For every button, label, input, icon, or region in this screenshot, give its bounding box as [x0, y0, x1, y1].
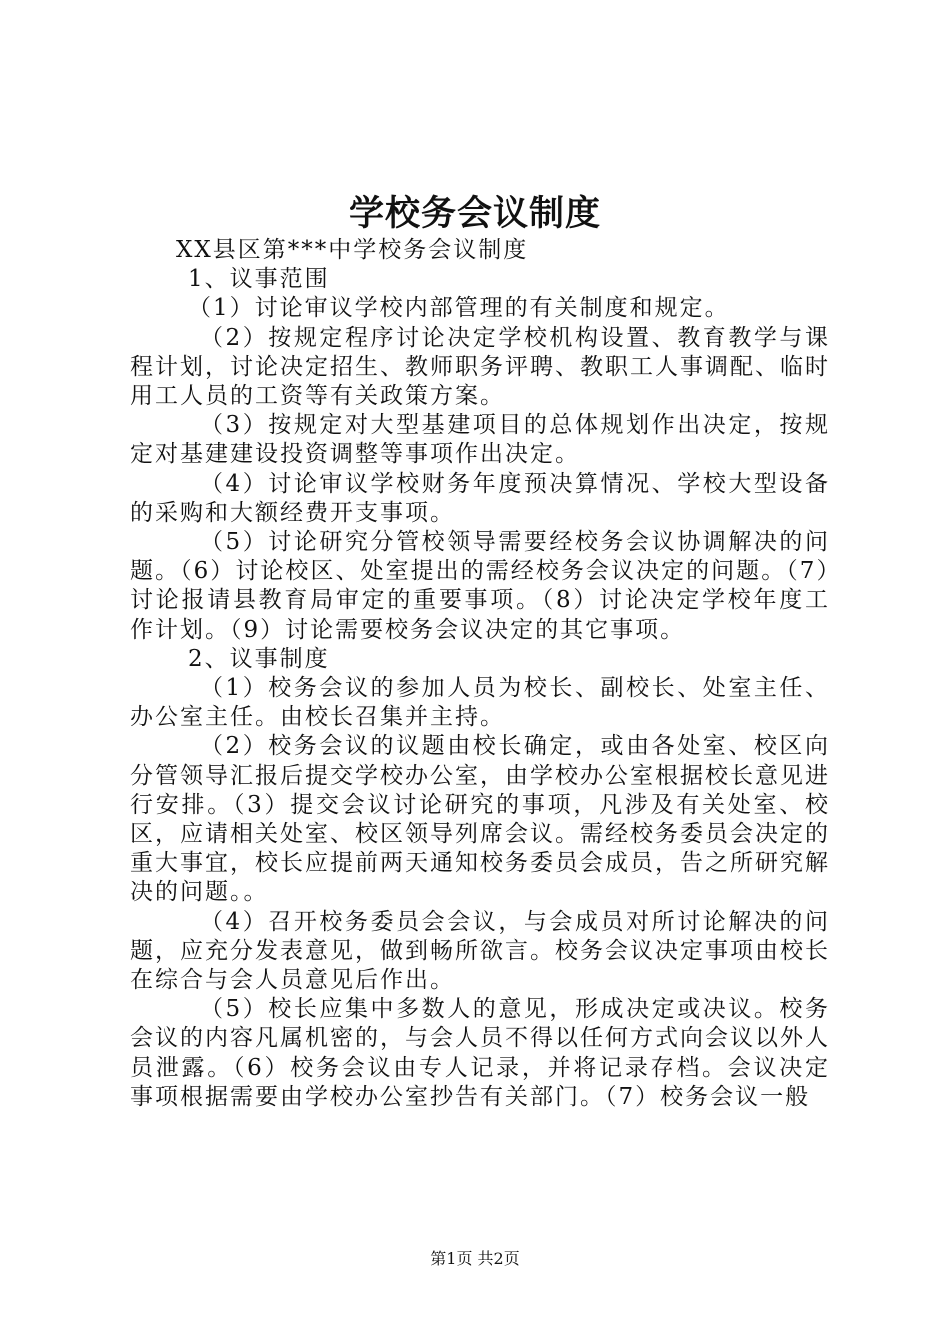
paragraph: （2）按规定程序讨论决定学校机构设置、教育教学与课程计划，讨论决定招生、教师职务评聘、教职工人事调配、临时用工人员的工资等有关政策方案。: [130, 324, 830, 410]
document-body: [130, 236, 830, 1112]
section-heading-2: 2、议事制度: [188, 645, 330, 672]
paragraph: （1）校务会议的参加人员为校长、副校长、处室主任、办公室主任。由校长召集并主持。: [130, 675, 830, 731]
paragraph: （5）校长应集中多数人的意见，形成决定或决议。校务会议的内容凡属机密的，与会人员不得以任何方式向会议以外人员泄露。（6）校务会议由专人记录，并将记录存档。会议决定事项根据需要由学校办公室抄告有关部门。（7）校务会议一般: [130, 996, 830, 1110]
document-subtitle: XX县区第***中学校务会议制度: [176, 237, 529, 263]
paragraph: （1）讨论审议学校内部管理的有关制度和规定。: [188, 295, 730, 322]
paragraph: （3）按规定对大型基建项目的总体规划作出决定，按规定对基建建设投资调整等事项作出决定。: [130, 412, 830, 468]
page-footer: 第1页 共2页: [430, 1249, 520, 1268]
document-title: 学校务会议制度: [348, 194, 601, 234]
paragraph: （4）讨论审议学校财务年度预决算情况、学校大型设备的采购和大额经费开支事项。: [130, 470, 830, 526]
section-heading-1: 1、议事范围: [188, 266, 330, 293]
paragraph: （4）召开校务委员会会议，与会成员对所讨论解决的问题，应充分发表意见，做到畅所欲言。校务会议决定事项由校长在综合与会人员意见后作出。: [130, 908, 830, 994]
paragraph: （2）校务会议的议题由校长确定，或由各处室、校区向分管领导汇报后提交学校办公室，由学校办公室根据校长意见进行安排。（3）提交会议讨论研究的事项，凡涉及有关处室、校区，应请相关处室、校区领导列席会议。需经校务委员会决定的重大事宜，校长应提前两天通知校务委员会成员，告之所研究解决的问题。。: [130, 733, 830, 906]
paragraph: （5）讨论研究分管校领导需要经校务会议协调解决的问题。（6）讨论校区、处室提出的需经校务会议决定的问题。（7）讨论报请县教育局审定的重要事项。（8）讨论决定学校年度工作计划。（9）讨论需要校务会议决定的其它事项。: [130, 529, 830, 643]
